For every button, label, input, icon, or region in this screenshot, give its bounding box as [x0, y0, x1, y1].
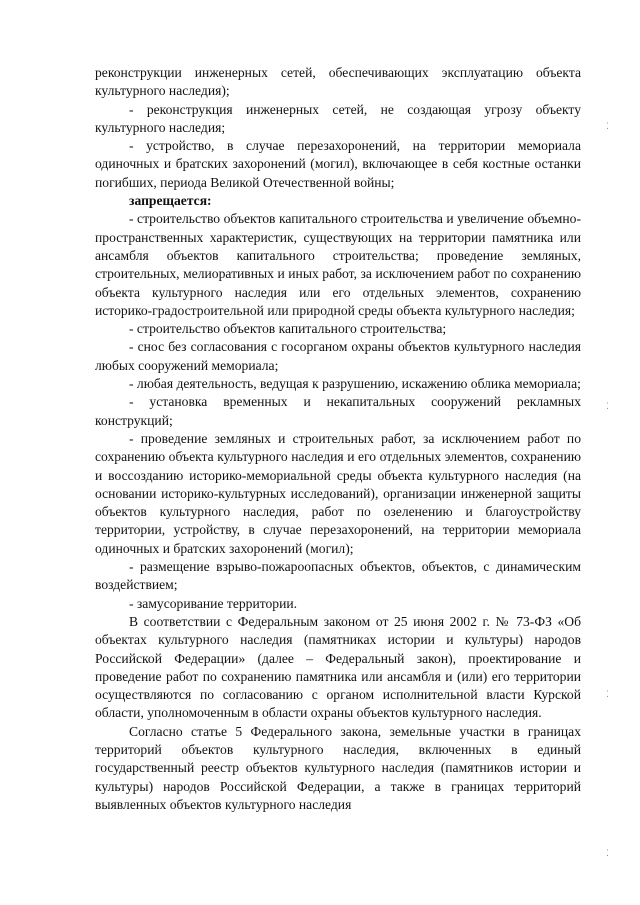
paragraph: - установка временных и некапитальных сооружений рекламных конструкций; — [95, 394, 581, 428]
paragraph: - замусоривание территории. — [129, 595, 298, 611]
scan-artifact-mark: ⁚ — [606, 848, 609, 858]
scan-artifact-mark: ⁚ — [606, 401, 609, 411]
paragraph: реконструкции инженерных сетей, обеспечивающих эксплуатацию объекта культурного наследия); — [95, 65, 581, 99]
section-heading: запрещается: — [129, 193, 212, 209]
document-body — [95, 64, 581, 814]
paragraph: - реконструкция инженерных сетей, не создающая угрозу объекту культурного наследия; — [95, 101, 581, 135]
paragraph: - снос без согласования с госорганом охраны объектов культурного наследия любых сооружений мемориала; — [95, 339, 581, 373]
paragraph: - любая деятельность, ведущая к разрушению, искажению облика мемориала; — [129, 376, 581, 392]
paragraph: - проведение земляных и строительных работ, за исключением работ по сохранению объекта культурного наследия и его отдельных элементов, сохранению и воссозданию историко-мемориальной среды объекта культурного наследия (на основании историко-культурных исследований), организации инженерной защиты объектов культурного наследия, работ по озеленению и благоустройству территории, устройству, в случае перезахоронений, на территории мемориала одиночных и братских захоронений (могил); — [95, 430, 581, 556]
paragraph: В соответствии с Федеральным законом от 25 июня 2002 г. № 73-ФЗ «Об объектах культурного наследия (памятниках истории и культуры) народов Российской Федерации» (далее – Федеральный закон), проектирование и проведение работ по сохранению памятника или ансамбля и (или) его территории осуществляются по согласованию с органом исполнительной власти Курской области, уполномоченным в области охраны объектов культурного наследия. — [95, 613, 581, 721]
paragraph: - строительство объектов капитального строительства; — [129, 321, 447, 337]
paragraph: - размещение взрыво-пожароопасных объектов, объектов, с динамическим воздействием; — [95, 559, 581, 593]
paragraph: - строительство объектов капитального строительства и увеличение объемно-пространственных характеристик, существующих на территории памятника или ансамбля объектов капитального строительства; проведение земляных, строительных, мелиоративных и иных работ, за исключением работ по сохранению объекта культурного наследия или его отдельных элементов, сохранению историко-градостроительной или природной среды объекта культурного наследия; — [95, 211, 581, 318]
paragraph: Согласно статье 5 Федерального закона, земельные участки в границах территорий объектов культурного наследия, включенных в единый государственный реестр объектов культурного наследия (памятников истории и культуры) народов Российской Федерации, а также в границах территорий выявленных объектов культурного наследия — [95, 723, 581, 812]
paragraph: - устройство, в случае перезахоронений, на территории мемориала одиночных и братских захоронений (могил), включающее в себя костные останки погибших, периода Великой Отечественной войны; — [95, 138, 581, 190]
scan-artifact-mark: ⁚ — [606, 121, 609, 131]
scan-artifact-mark: ⁚ — [606, 689, 609, 699]
